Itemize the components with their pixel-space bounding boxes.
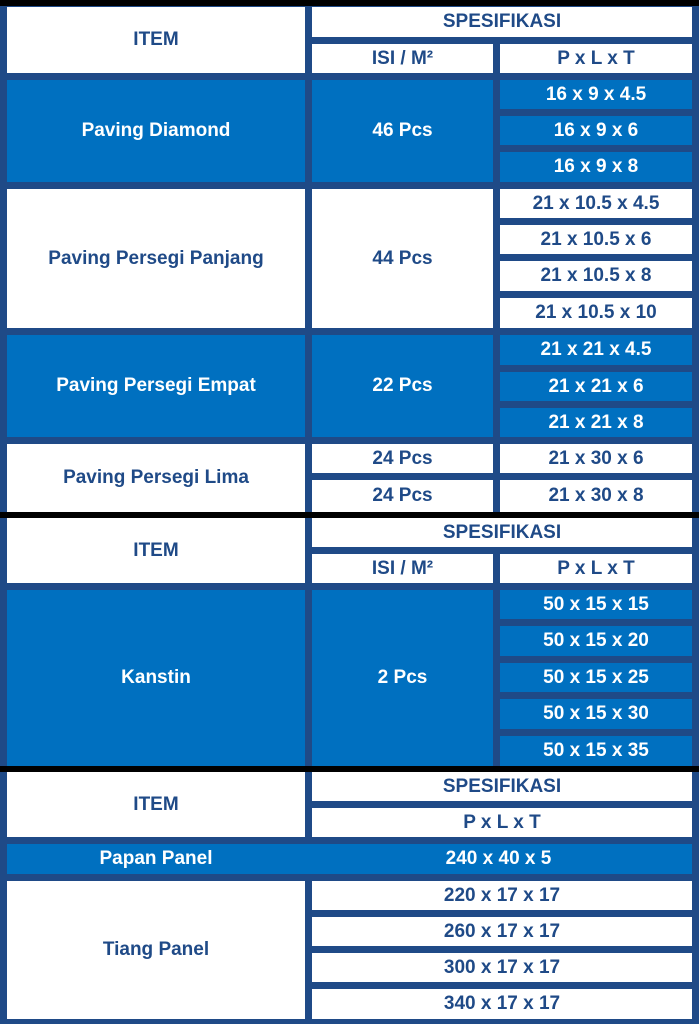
dim-cell: 260 x 17 x 17 (312, 917, 692, 946)
item-kanstin: Kanstin (7, 590, 305, 766)
isi-kanstin: 2 Pcs (312, 590, 493, 766)
isi-paving-persegi-empat: 22 Pcs (312, 335, 493, 437)
isi-cell: 24 Pcs (312, 444, 493, 473)
dim-cell: 50 x 15 x 30 (500, 699, 692, 729)
dim-cell: 50 x 15 x 20 (500, 626, 692, 656)
header-spesifikasi: SPESIFIKASI (312, 518, 692, 547)
dim-cell: 240 x 40 x 5 (445, 848, 552, 869)
header-spesifikasi: SPESIFIKASI (312, 7, 692, 37)
dim-cell: 21 x 10.5 x 4.5 (500, 189, 692, 218)
header-dim: P x L x T (500, 44, 692, 73)
header-dim: P x L x T (500, 554, 692, 583)
row-papan-panel (7, 844, 692, 874)
dim-cell: 300 x 17 x 17 (312, 953, 692, 982)
dim-cell: 21 x 21 x 4.5 (500, 335, 692, 365)
item-tiang-panel: Tiang Panel (7, 881, 305, 1019)
dim-cell: 21 x 30 x 6 (500, 444, 692, 473)
header-item: ITEM (7, 7, 305, 73)
header-item: ITEM (7, 772, 305, 837)
header-isi: ISI / M² (312, 44, 493, 73)
isi-cell: 24 Pcs (312, 480, 493, 512)
dim-cell: 21 x 10.5 x 10 (500, 298, 692, 328)
item-paving-persegi-empat: Paving Persegi Empat (7, 335, 305, 437)
dim-cell: 340 x 17 x 17 (312, 989, 692, 1019)
header-item: ITEM (7, 518, 305, 583)
header-isi: ISI / M² (312, 554, 493, 583)
dim-cell: 21 x 21 x 6 (500, 372, 692, 401)
item-papan-panel: Papan Panel (99, 848, 213, 869)
dim-cell: 220 x 17 x 17 (312, 881, 692, 910)
header-spesifikasi: SPESIFIKASI (312, 772, 692, 801)
dim-cell: 50 x 15 x 15 (500, 590, 692, 619)
item-paving-persegi-lima: Paving Persegi Lima (7, 444, 305, 512)
dim-cell: 16 x 9 x 4.5 (500, 80, 692, 109)
dim-cell: 16 x 9 x 8 (500, 152, 692, 182)
header-dim: P x L x T (312, 808, 692, 837)
isi-paving-persegi-panjang: 44 Pcs (312, 189, 493, 328)
dim-cell: 16 x 9 x 6 (500, 116, 692, 145)
dim-cell: 21 x 21 x 8 (500, 408, 692, 437)
dim-cell: 21 x 30 x 8 (500, 480, 692, 512)
isi-paving-diamond: 46 Pcs (312, 80, 493, 182)
item-paving-diamond: Paving Diamond (7, 80, 305, 182)
dim-cell: 50 x 15 x 35 (500, 736, 692, 766)
dim-cell: 21 x 10.5 x 8 (500, 261, 692, 291)
dim-cell: 50 x 15 x 25 (500, 663, 692, 692)
item-paving-persegi-panjang: Paving Persegi Panjang (7, 189, 305, 328)
dim-cell: 21 x 10.5 x 6 (500, 225, 692, 254)
top-separator (0, 0, 699, 6)
